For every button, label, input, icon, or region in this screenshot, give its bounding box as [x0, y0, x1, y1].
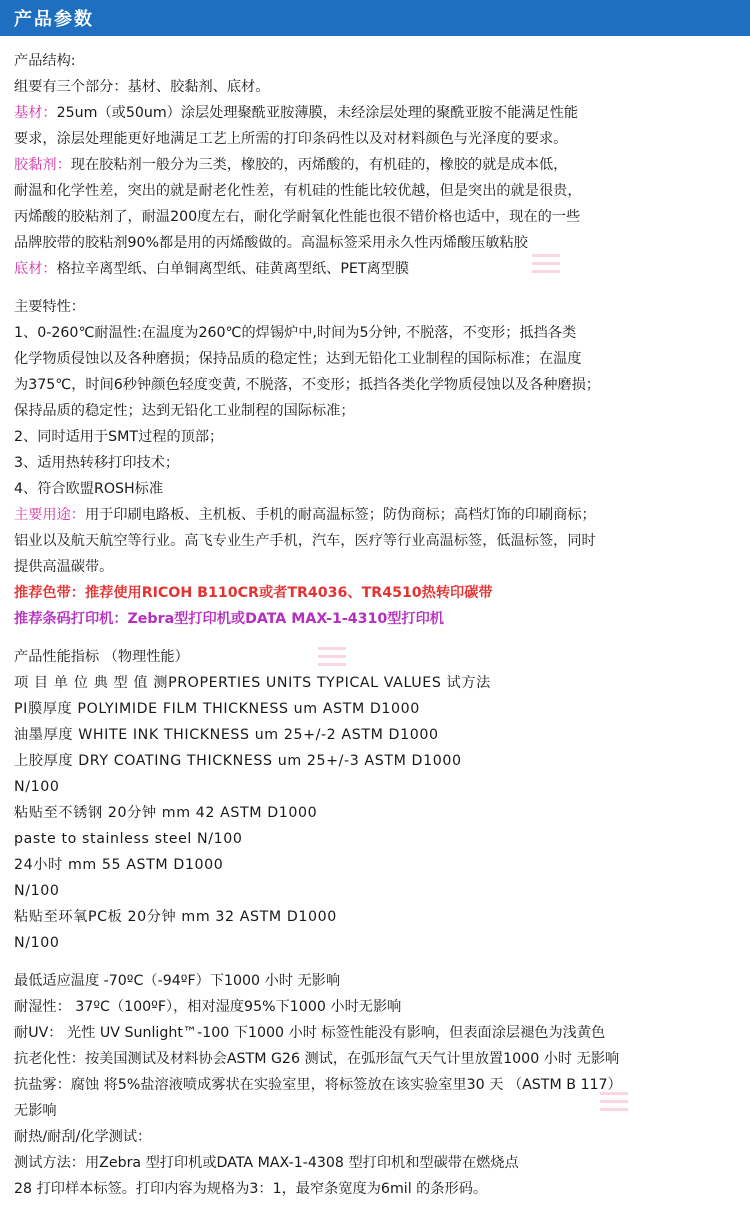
test-line: 耐UV： 光性 UV Sunlight™-100 下1000 小时 标签性能没有影响，但表面涂层褪色为浅黄色 — [14, 1025, 606, 1041]
spec-row: 上胶厚度 DRY COATING THICKNESS um 25+/-3 ASTM D1000 — [14, 753, 462, 769]
header-underline — [0, 34, 750, 36]
liner-line — [14, 256, 744, 282]
test-line: 28 打印样本标签。打印内容为规格为3：1，最窄条宽度为6mil 的条形码。 — [14, 1181, 488, 1197]
feature-3: 3、适用热转移打印技术； — [14, 455, 180, 471]
feature-1-line4: 保持品质的稳定性；达到无铅化工业制程的国际标准； — [14, 403, 355, 419]
specs-columns: 项 目 单 位 典 型 值 测PROPERTIES UNITS TYPICAL VALUES 试方法 — [14, 675, 491, 691]
adhesive-text-line4: 品牌胶带的胶粘剂90%都是用的丙烯酸做的。高温标签采用永久性丙烯酸压敏粘胶 — [14, 235, 528, 251]
test-line: 耐湿性： 37ºC（100ºF），相对湿度95%下1000 小时无影响 — [14, 999, 402, 1015]
structure-intro: 组要有三个部分：基材、胶黏剂、底材。 — [14, 79, 270, 95]
spec-row: paste to stainless steel N/100 — [14, 831, 243, 847]
test-line: 测试方法：用Zebra 型打印机或DATA MAX-1-4308 型打印机和型碳带在燃烧点 — [14, 1155, 519, 1171]
adhesive-text-line3: 丙烯酸的胶粘剂了，耐温200度左右，耐化学耐氧化性能也很不错价格也适中，现在的一些 — [14, 209, 581, 225]
main-use-line3: 提供高温碳带。 — [14, 559, 114, 575]
main-use-text: 用于印刷电路板、主机板、手机的耐高温标签；防伪商标；高档灯饰的印刷商标； — [84, 507, 596, 523]
product-parameters — [14, 48, 744, 1202]
test-line: 最低适应温度 -70ºC（-94ºF）下1000 小时 无影响 — [14, 973, 341, 989]
test-line: 抗老化性：按美国测试及材料协会ASTM G26 测试，在弧形氙气天气计里放置1000 小时 无影响 — [14, 1051, 620, 1067]
main-use-label: 主要用途： — [14, 507, 85, 523]
main-use-line2: 铝业以及航天航空等行业。高飞专业生产手机，汽车，医疗等行业高温标签，低温标签，同时 — [14, 533, 596, 549]
test-line: 耐热/耐刮/化学测试： — [14, 1129, 152, 1145]
spec-row: 粘贴至环氧PC板 20分钟 mm 32 ASTM D1000 — [14, 909, 337, 925]
liner-label: 底材： — [14, 261, 57, 277]
test-line: 抗盐雾：腐蚀 将5%盐溶液喷成雾状在实验室里，将标签放在该实验室里30 天 （ASTM B 117） — [14, 1077, 622, 1093]
structure-heading: 产品结构: — [14, 53, 76, 69]
base-material-line — [14, 100, 744, 126]
spec-row: PI膜厚度 POLYIMIDE FILM THICKNESS um ASTM D1000 — [14, 701, 420, 717]
spec-row: N/100 — [14, 935, 60, 951]
liner-text: 格拉辛离型纸、白单铜离型纸、硅黄离型纸、PET离型膜 — [56, 261, 410, 277]
section-title: 产品参数 — [14, 9, 94, 30]
base-label: 基材： — [14, 105, 57, 121]
recommended-ribbon: 推荐色带：推荐使用RICOH B110CR或者TR4036、TR4510热转印碳带 — [14, 585, 493, 601]
recommended-printer: 推荐条码打印机：Zebra型打印机或DATA MAX-1-4310型打印机 — [14, 611, 444, 627]
spec-row: N/100 — [14, 779, 60, 795]
features-heading: 主要特性： — [14, 299, 85, 315]
feature-1-line1: 1、0-260℃耐温性:在温度为260℃的焊锡炉中,时间为5分钟, 不脱落，不变形；抵挡各类 — [14, 325, 577, 341]
adhesive-line — [14, 152, 744, 178]
test-line: 无影响 — [14, 1103, 57, 1119]
feature-1-line2: 化学物质侵蚀以及各种磨损；保持品质的稳定性；达到无铅化工业制程的国际标准；在温度 — [14, 351, 582, 367]
section-header — [0, 0, 750, 34]
specs-heading: 产品性能指标 （物理性能） — [14, 649, 189, 665]
spec-row: 粘贴至不锈钢 20分钟 mm 42 ASTM D1000 — [14, 805, 318, 821]
feature-1-line3: 为375℃，时间6秒钟颜色轻度变黄, 不脱落，不变形；抵挡各类化学物质侵蚀以及各种磨损； — [14, 377, 600, 393]
adhesive-label: 胶黏剂： — [14, 157, 71, 173]
feature-2: 2、同时适用于SMT过程的顶部； — [14, 429, 224, 445]
main-use-line — [14, 502, 744, 528]
adhesive-text: 现在胶粘剂一般分为三类，橡胶的，丙烯酸的，有机硅的，橡胶的就是成本低， — [70, 157, 568, 173]
spec-row: N/100 — [14, 883, 60, 899]
spec-row: 油墨厚度 WHITE INK THICKNESS um 25+/-2 ASTM D1000 — [14, 727, 439, 743]
adhesive-text-line2: 耐温和化学性差，突出的就是耐老化性差，有机硅的性能比较优越，但是突出的就是很贵， — [14, 183, 582, 199]
spec-row: 24小时 mm 55 ASTM D1000 — [14, 857, 224, 873]
base-text-line2: 要求，涂层处理能更好地满足工艺上所需的打印条码性以及对材料颜色与光泽度的要求。 — [14, 131, 568, 147]
base-text: 25um（或50um）涂层处理聚酰亚胺薄膜，未经涂层处理的聚酰亚胺不能满足性能 — [56, 105, 579, 121]
feature-4: 4、符合欧盟ROSH标准 — [14, 481, 164, 497]
